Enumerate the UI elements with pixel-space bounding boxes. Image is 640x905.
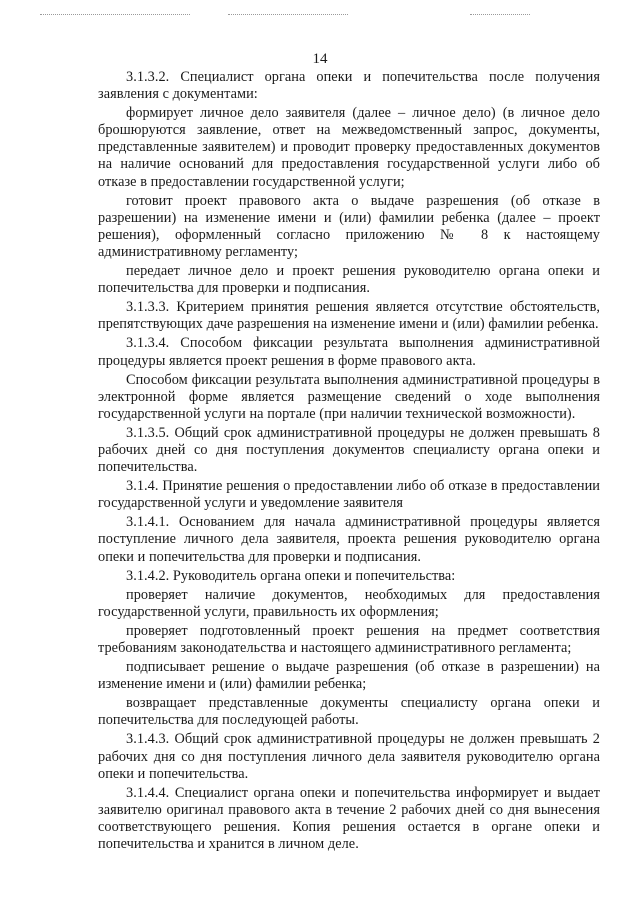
paragraph: 3.1.3.3. Критерием принятия решения является отсутствие обстоятельств, препятствующих даче разрешения на изменение имени и (или) фамилии ребенка. xyxy=(98,299,600,333)
paragraph: 3.1.4.3. Общий срок административной процедуры не должен превышать 2 рабочих дня со дня поступления личного дела заявителя руководителю органа опеки и попечительства. xyxy=(98,731,600,782)
section-heading: 3.1.4. Принятие решения о предоставлении либо об отказе в предоставлении государственной услуги и уведомление заявителя xyxy=(98,478,600,512)
paragraph: передает личное дело и проект решения руководителю органа опеки и попечительства для проверки и подписания. xyxy=(98,263,600,297)
page-number: 14 xyxy=(312,51,328,67)
paragraph: формирует личное дело заявителя (далее – личное дело) (в личное дело брошюруются заявление, ответ на межведомственный запрос, документы, представленные заявителем) и проводит проверку предоставленных документов на наличие оснований для предоставления государственной услуги либо об отказе в предоставлении государственной услуги; xyxy=(98,105,600,190)
scan-artifact-line xyxy=(470,14,530,15)
paragraph: 3.1.4.4. Специалист органа опеки и попечительства информирует и выдает заявителю оригинал правового акта в течение 2 рабочих дней со дня вынесения соответствующего решения. Копия решения остается в органе опеки и попечительства и хранится в личном деле. xyxy=(98,784,600,853)
paragraph: готовит проект правового акта о выдаче разрешения (об отказе в разрешении) на изменение имени и (или) фамилии ребенка (далее – проект решения), оформленный согласно приложению № 8 к настоящему административному регламенту; xyxy=(98,192,600,260)
paragraph: проверяет наличие документов, необходимых для предоставления государственной услуги, правильность их оформления; xyxy=(98,586,600,620)
document-body xyxy=(98,69,600,855)
paragraph: 3.1.3.4. Способом фиксации результата выполнения административной процедуры является проект решения в форме правового акта. xyxy=(98,335,600,369)
paragraph: 3.1.4.2. Руководитель органа опеки и попечительства: xyxy=(126,567,456,584)
paragraph: проверяет подготовленный проект решения на предмет соответствия требованиям законодательства и настоящего административного регламента; xyxy=(98,622,600,656)
paragraph: возвращает представленные документы специалисту органа опеки и попечительства для последующей работы. xyxy=(98,695,600,729)
scan-artifact-line xyxy=(228,14,348,15)
paragraph: 3.1.3.2. Специалист органа опеки и попечительства после получения заявления с документами: xyxy=(98,69,600,103)
paragraph: 3.1.4.1. Основанием для начала административной процедуры является поступление личного дела заявителя, проекта решения руководителю органа опеки и попечительства для проверки и подписания. xyxy=(98,514,600,565)
paragraph: Способом фиксации результата выполнения административной процедуры в электронной форме является размещение сведений о ходе выполнения государственной услуги на портале (при наличии технической возможности). xyxy=(98,371,600,422)
paragraph: подписывает решение о выдаче разрешения (об отказе в разрешении) на изменение имени и (или) фамилии ребенка; xyxy=(98,659,600,693)
paragraph: 3.1.3.5. Общий срок административной процедуры не должен превышать 8 рабочих дней со дня поступления документов специалисту органа опеки и попечительства. xyxy=(98,424,600,476)
scan-artifact-line xyxy=(40,14,190,15)
